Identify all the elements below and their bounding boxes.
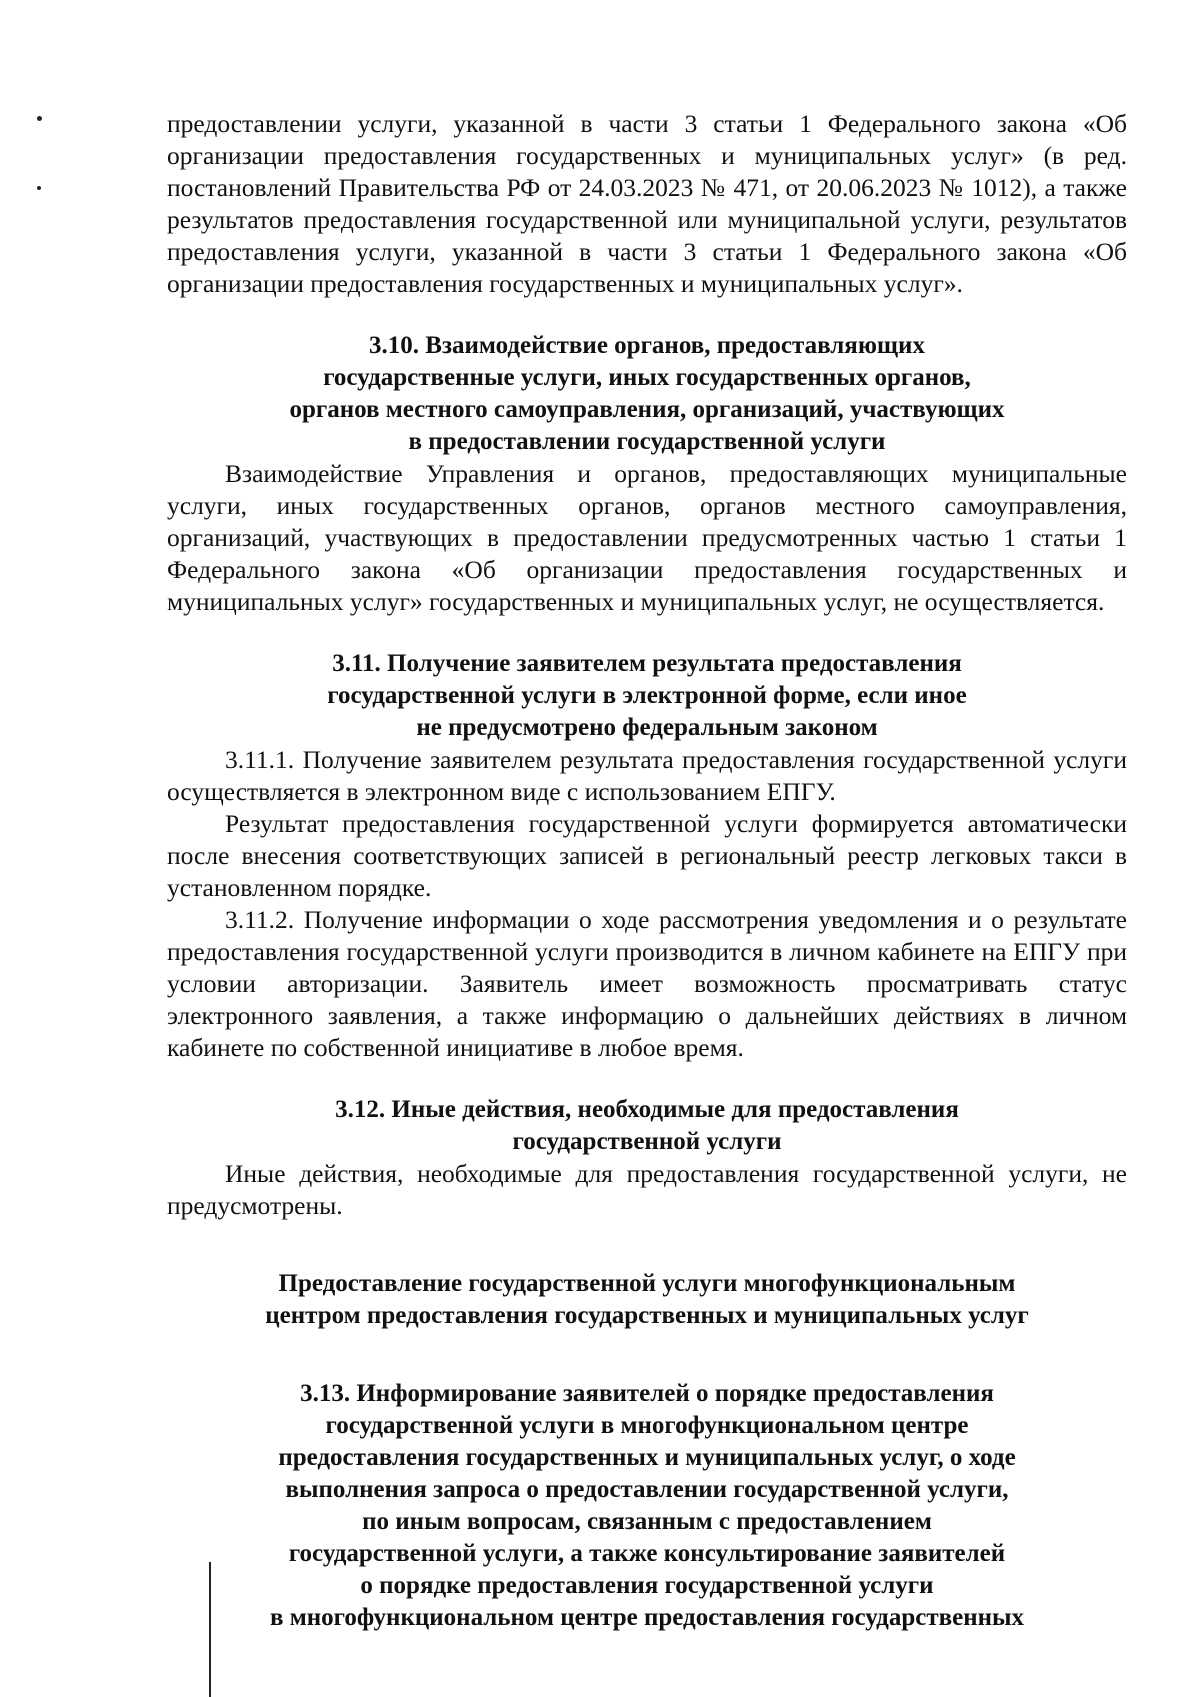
scan-dot-mark bbox=[37, 186, 41, 190]
section-heading bbox=[167, 1378, 1127, 1634]
section-heading bbox=[167, 330, 1127, 458]
heading-line: органов местного самоуправления, организаций, участвующих bbox=[289, 396, 1005, 423]
paragraph: Иные действия, необходимые для предоставления государственной услуги, не предусмотрены. bbox=[167, 1159, 1127, 1220]
heading-line: государственной услуги в электронной форме, если иное bbox=[327, 682, 967, 709]
heading-line: государственной услуги bbox=[512, 1128, 782, 1155]
heading-line: в предоставлении государственной услуги bbox=[408, 428, 886, 455]
document-page bbox=[167, 108, 1127, 1634]
heading-line: 3.13. Информирование заявителей о порядке предоставления bbox=[300, 1380, 994, 1407]
heading-line: 3.10. Взаимодействие органов, предоставляющих bbox=[369, 332, 925, 359]
heading-line: предоставления государственных и муниципальных услуг, о ходе bbox=[278, 1444, 1016, 1471]
scan-dot-mark bbox=[37, 116, 42, 121]
heading-line: выполнения запроса о предоставлении государственной услуги, bbox=[285, 1476, 1009, 1503]
paragraph: предоставлении услуги, указанной в части 3 статьи 1 Федерального закона «Об организации предоставления государственных и муниципальных услуг» (в ред. постановлений Правительства РФ от 24.03.2023 № 471, от 20.06.2023 № 1012), а также результатов предоставления государственной или муниципальной услуги, результатов предоставления услуги, указанной в части 3 статьи 1 Федерального закона «Об организации предоставления государственных и муниципальных услуг». bbox=[167, 109, 1127, 298]
section-heading bbox=[167, 1094, 1127, 1158]
heading-line: государственные услуги, иных государственных органов, bbox=[323, 364, 971, 391]
heading-line: не предусмотрено федеральным законом bbox=[416, 714, 878, 741]
heading-line: государственной услуги в многофункциональном центре bbox=[325, 1412, 969, 1439]
heading-line: 3.11. Получение заявителем результата предоставления bbox=[332, 650, 962, 677]
heading-line: центром предоставления государственных и муниципальных услуг bbox=[265, 1302, 1029, 1329]
heading-line: 3.12. Иные действия, необходимые для предоставления bbox=[335, 1096, 959, 1123]
section-heading bbox=[167, 648, 1127, 744]
heading-line: Предоставление государственной услуги многофункциональным bbox=[278, 1270, 1016, 1297]
heading-line: государственной услуги, а также консультирование заявителей bbox=[288, 1540, 1006, 1567]
heading-line: по иным вопросам, связанным с предоставлением bbox=[362, 1508, 932, 1535]
heading-line: о порядке предоставления государственной услуги bbox=[360, 1572, 934, 1599]
paragraph: 3.11.1. Получение заявителем результата предоставления государственной услуги осуществляется в электронном виде с использованием ЕПГУ. bbox=[167, 745, 1127, 806]
section-heading bbox=[167, 1268, 1127, 1332]
paragraph: Взаимодействие Управления и органов, предоставляющих муниципальные услуги, иных государственных органов, органов местного самоуправления, организаций, участвующих в предоставлении предусмотренных частью 1 статьи 1 Федерального закона «Об организации предоставления государственных и муниципальных услуг» государственных и муниципальных услуг, не осуществляется. bbox=[167, 459, 1127, 616]
paragraph: 3.11.2. Получение информации о ходе рассмотрения уведомления и о результате предоставления государственной услуги производится в личном кабинете на ЕПГУ при условии авторизации. Заявитель имеет возможность просматривать статус электронного заявления, а также информацию о дальнейших действиях в личном кабинете по собственной инициативе в любое время. bbox=[167, 905, 1127, 1062]
heading-line: в многофункциональном центре предоставления государственных bbox=[269, 1604, 1025, 1631]
paragraph: Результат предоставления государственной услуги формируется автоматически после внесения соответствующих записей в региональный реестр легковых такси в установленном порядке. bbox=[167, 809, 1127, 902]
